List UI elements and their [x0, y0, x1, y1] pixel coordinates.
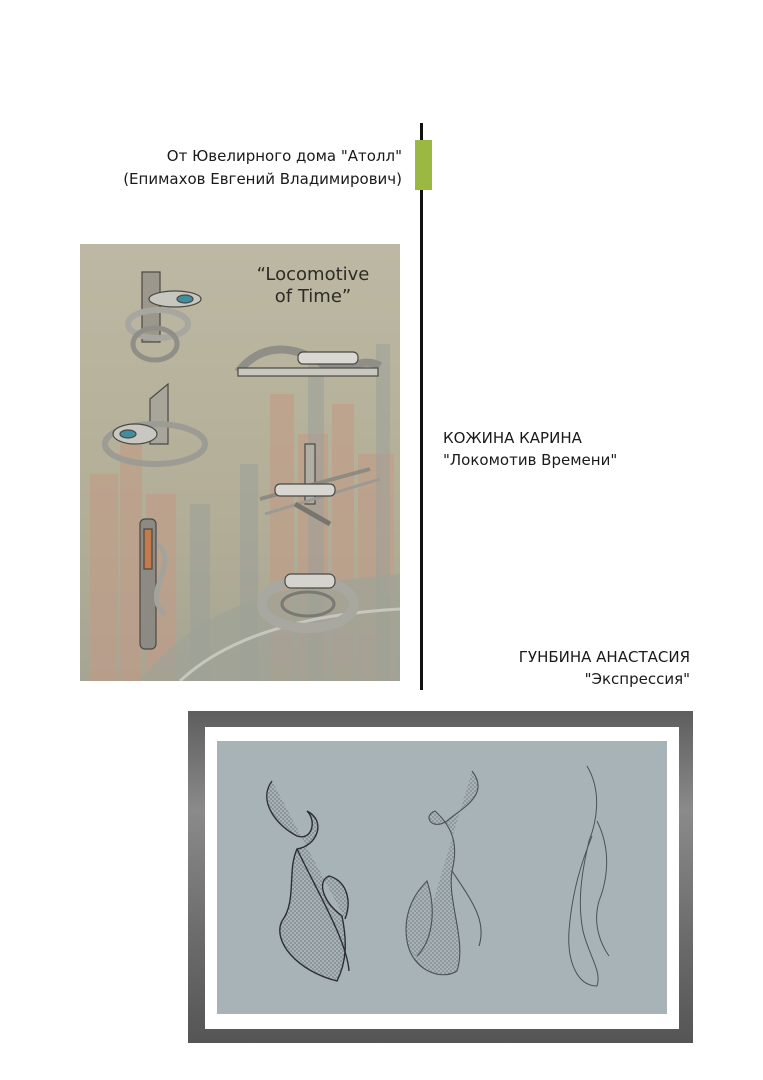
- artwork-expression-sketches: [217, 741, 667, 1013]
- timeline-divider: [420, 123, 423, 690]
- artwork-locomotive-title: [248, 264, 378, 308]
- sponsor-line-2: (Епимахов Евгений Владимирович): [123, 170, 402, 188]
- sponsor-caption: [123, 145, 402, 191]
- artwork-name: "Экспрессия": [584, 670, 690, 688]
- artwork-expression-frame: [188, 711, 693, 1043]
- author-name: ГУНБИНА АНАСТАСИЯ: [518, 648, 690, 666]
- artwork-expression-sheet: [217, 741, 667, 1014]
- artwork-name: "Локомотив Времени": [443, 451, 618, 469]
- timeline-marker: [415, 140, 432, 190]
- artwork-expression-caption: [519, 646, 690, 690]
- artwork-locomotive-illustration: [80, 244, 400, 681]
- author-name: КОЖИНА КАРИНА: [443, 429, 582, 447]
- artwork-locomotive-title-line-1: “Locomotive: [256, 264, 370, 285]
- artwork-locomotive-board: [80, 244, 400, 681]
- artwork-locomotive-caption: [443, 427, 617, 471]
- sponsor-line-1: От Ювелирного дома "Атолл": [166, 147, 402, 165]
- artwork-expression-mat: [205, 727, 679, 1029]
- artwork-locomotive-title-line-2: of Time”: [274, 286, 352, 307]
